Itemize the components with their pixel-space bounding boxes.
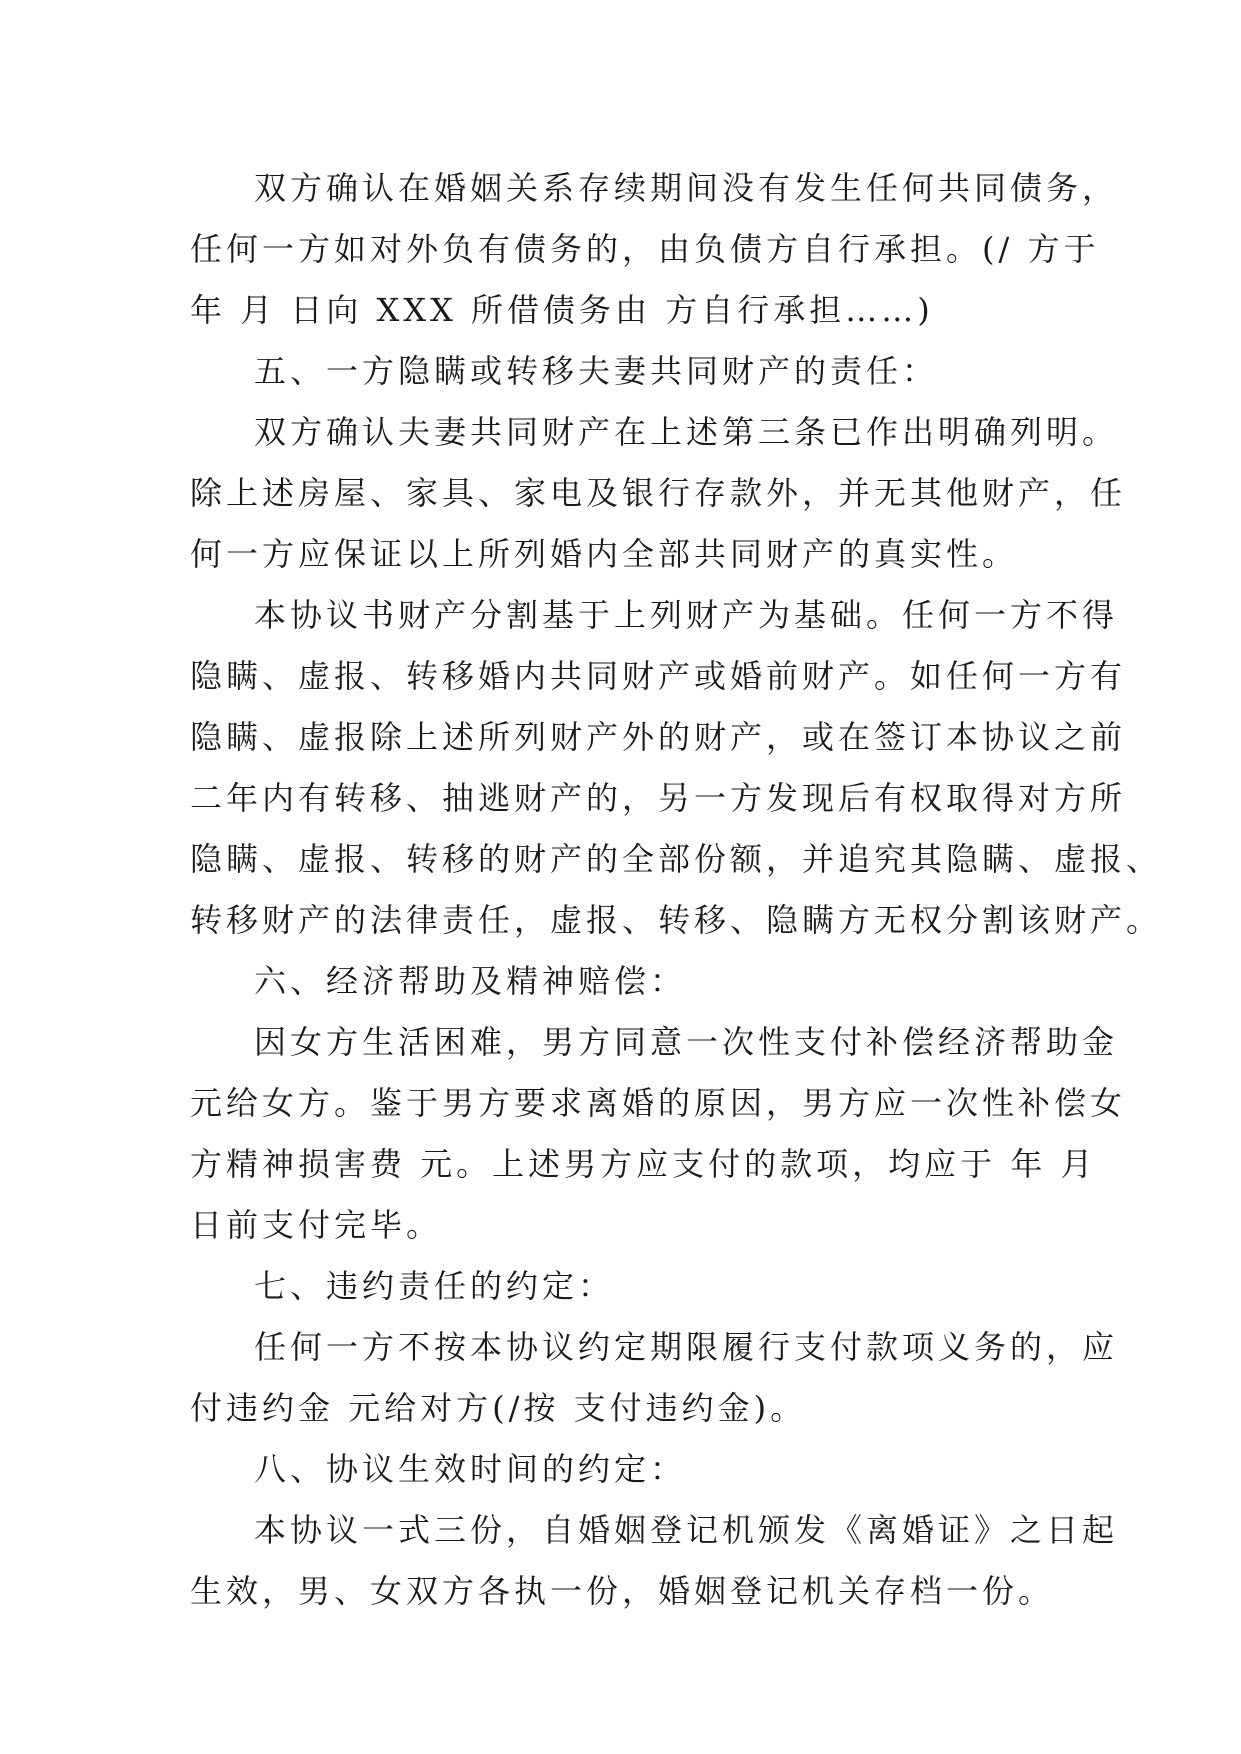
text-line: 本协议一式三份，自婚姻登记机颁发《离婚证》之日起: [254, 1511, 1119, 1549]
text-line: 隐瞒、虚报、转移的财产的全部份额，并追究其隐瞒、虚报、: [190, 840, 1163, 878]
section-heading: 六、经济帮助及精神赔偿：: [254, 962, 687, 1000]
text-line: 隐瞒、虚报除上述所列财产外的财产，或在签订本协议之前: [190, 718, 1127, 756]
text-line: 二年内有转移、抽逃财产的，另一方发现后有权取得对方所: [190, 779, 1127, 817]
text-line: 何一方应保证以上所列婚内全部共同财产的真实性。: [190, 535, 1019, 573]
text-line: 方精神损害费 元。上述男方应支付的款项，均应于 年 月: [190, 1145, 1097, 1183]
text-line: 转移财产的法律责任，虚报、转移、隐瞒方无权分割该财产。: [190, 901, 1163, 939]
section-heading: 八、协议生效时间的约定：: [254, 1450, 687, 1488]
text-line: 元给女方。鉴于男方要求离婚的原因，男方应一次性补偿女: [190, 1084, 1127, 1122]
text-line: 本协议书财产分割基于上列财产为基础。任何一方不得: [254, 596, 1119, 634]
text-line: 年 月 日向 XXX 所借债务由 方自行承担……): [190, 291, 934, 329]
text-line: 双方确认在婚姻关系存续期间没有发生任何共同债务，: [254, 169, 1119, 207]
section-heading: 七、违约责任的约定：: [254, 1267, 615, 1305]
text-line: 隐瞒、虚报、转移婚内共同财产或婚前财产。如任何一方有: [190, 657, 1127, 695]
text-line: 日前支付完毕。: [190, 1206, 443, 1244]
document-body: [190, 158, 1163, 1622]
text-line: 除上述房屋、家具、家电及银行存款外，并无其他财产，任: [190, 474, 1127, 512]
text-line: 任何一方不按本协议约定期限履行支付款项义务的，应: [254, 1328, 1119, 1366]
text-line: 生效，男、女双方各执一份，婚姻登记机关存档一份。: [190, 1572, 1055, 1610]
text-line: 因女方生活困难，男方同意一次性支付补偿经济帮助金: [254, 1023, 1119, 1061]
text-line: 任何一方如对外负有债务的，由负债方自行承担。(/ 方于: [190, 230, 1100, 268]
section-heading: 五、一方隐瞒或转移夫妻共同财产的责任：: [254, 352, 939, 390]
text-line: 双方确认夫妻共同财产在上述第三条已作出明确列明。: [254, 413, 1119, 451]
text-line: 付违约金 元给对方(/按 支付违约金)。: [190, 1389, 807, 1427]
